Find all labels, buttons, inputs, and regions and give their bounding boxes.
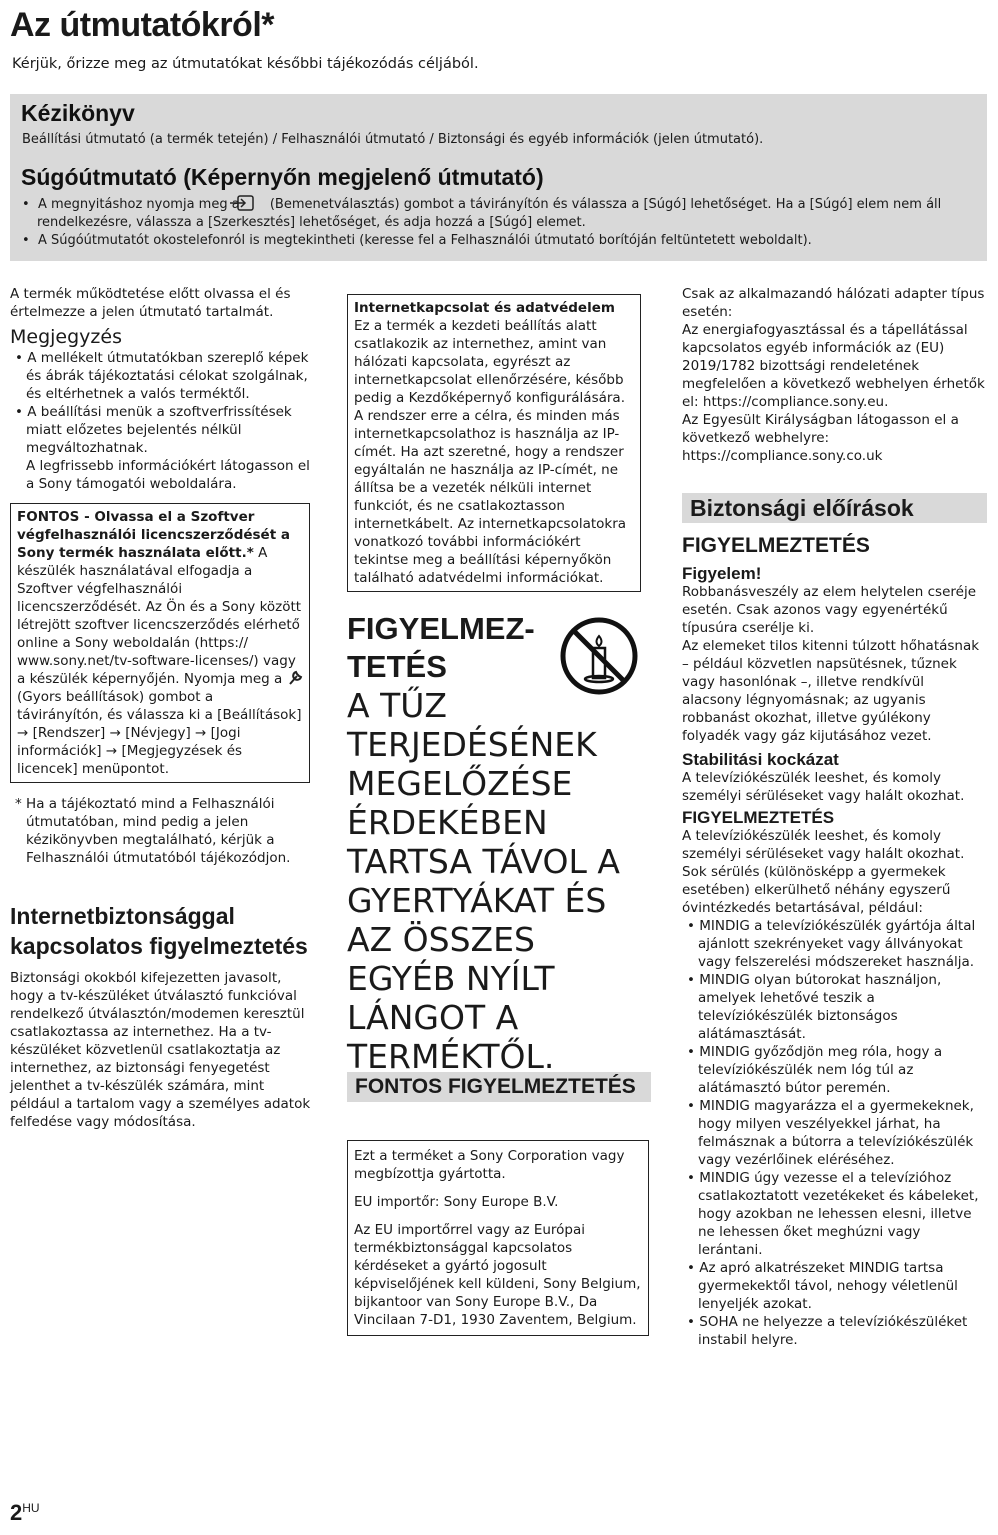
manual-title: Kézikönyv xyxy=(21,100,135,126)
energy-text: Az energiafogyasztással és a tápellátással kapcsolatos egyéb információk az (EU) 2019/1782 bizottsági rendeletének megfelelően a következő webhelyen érhetők el: https://compliance.sony.eu. xyxy=(682,322,985,410)
guides-box xyxy=(10,94,987,261)
maker-text: Ezt a terméket a Sony Corporation vagy megbízottja gyártotta. xyxy=(354,1148,625,1182)
safety-title: Biztonsági előírások xyxy=(682,493,987,523)
privacy-box xyxy=(347,294,641,592)
license-heading: FONTOS - Olvassa el a Szoftver végfelhasználói licencszerződését a Sony termék használata előtt.* xyxy=(17,509,290,561)
list-item: • MINDIG a televíziókészülék gyártója által ajánlott szekrényeket vagy állványokat vagy felszerelési módszereket használja. xyxy=(687,918,976,970)
internet-security-title: Internetbiztonsággal kapcsolatos figyelmeztetés xyxy=(10,903,308,959)
contact-text: Az EU importőrrel vagy az Európai termékbiztonsággal kapcsolatos kérdéseket a gyártó jogosult képviselőjének kell küldeni, Sony Belgium, bijkantoor van Sony Europe B.V., Da Vincilaan 7-D1, 1930 Zaventem, Belgium. xyxy=(354,1222,641,1328)
language-code: HU xyxy=(22,1501,40,1515)
warning-title: FIGYELMEZTETÉS xyxy=(682,534,870,557)
column-left xyxy=(10,285,315,1131)
list-item: • A mellékelt útmutatókban szereplő képek és ábrák tájékoztatási célokat szolgálnak, és eltérhetnek a valós terméktől. xyxy=(15,350,309,402)
quick-settings-icon xyxy=(287,670,303,686)
column-middle xyxy=(347,294,651,1336)
uk-text: Az Egyesült Királyságban látogasson el a következő webhelyre: https://compliance.sony.co.uk xyxy=(682,412,959,464)
license-box: FONTOS - Olvassa el a Szoftver végfelhasználói licencszerződését a Sony termék használata előtt.* A készülék használatával elfogadja a Szoftver végfelhasználói licencszerződését. Az Ön és a Sony között létrejött szoftver licencszerződés elérhető online a Sony weboldalán (https:// www.sony.net/tv-software-licenses/) vagy a készülék képernyőjén. Nyomja meg a (Gyors beállítások) gombot a távirányítón, és válassza ki a [Beállítások] → [Rendszer] → [Névjegy] → [Jogi információk] → [Megjegyzések és licencek] menüpontot. xyxy=(10,503,310,783)
warning2-title: FIGYELMEZTETÉS xyxy=(682,808,835,827)
list-item: • SOHA ne helyezze a televíziókészüléket instabil helyre. xyxy=(687,1314,968,1348)
important-warning-title: FONTOS FIGYELMEZTETÉS xyxy=(347,1072,651,1102)
importer-box xyxy=(347,1140,649,1336)
list-item: • MINDIG magyarázza el a gyermekeknek, hogy milyen veszélyekkel járhat, ha felmásznak a bútorra a televíziókészülék vagy vezérlőinek eléréséhez. xyxy=(687,1098,974,1168)
page-title: Az útmutatókról* xyxy=(10,6,274,44)
adapter-text: Csak az alkalmazandó hálózati adapter típus esetén: xyxy=(682,286,985,320)
column-right xyxy=(682,285,987,1349)
footnote: * Ha a tájékoztató mind a Felhasználói útmutatóban, mind pedig a jelen kézikönyvben megtalálható, kérjük a Felhasználói útmutatóból tájékozódjon. xyxy=(15,796,291,866)
fire-warning xyxy=(347,610,651,1076)
help-guide-title: Súgóútmutató (Képernyőn megjelenő útmutató) xyxy=(21,164,544,190)
read-first-text: A termék működtetése előtt olvassa el és értelmezze a jelen útmutató tartalmát. xyxy=(10,286,291,320)
list-item: • A Súgóútmutatót okostelefonról is megtekintheti (keresse fel a Felhasználói útmutató borítóján feltüntetett weboldalt). xyxy=(22,233,812,248)
list-item: • MINDIG győződjön meg róla, hogy a televíziókészülék nem lóg túl az alátámasztó bútor peremén. xyxy=(687,1044,943,1096)
caution-title: Figyelem! xyxy=(682,564,762,583)
privacy-title: Internetkapcsolat és adatvédelem xyxy=(354,300,615,316)
help-guide-list xyxy=(22,195,972,250)
fire-warning-title: FIGYELMEZ-TETÉS xyxy=(347,611,535,684)
internet-security-text: Biztonsági okokból kifejezetten javasolt, hogy a tv-készüléket útválasztó funkcióval rendelkező útválasztón/modemen keresztül csatlakoztassa az internethez. Ha a tv-készüléket közvetlenül csatlakoztatja az internethez, az biztonsági fenyegetést jelenthet a tv-készülék számára, mint például a tartalom vagy a személyes adatok felfedése vagy módosítása. xyxy=(10,970,311,1130)
fire-warning-text: A TŰZ TERJEDÉSÉNEK MEGELŐZÉSE ÉRDEKÉBEN TARTSA TÁVOL A GYERTYÁKAT ÉS AZ ÖSSZES EGYÉB NYÍLT LÁNGOT A TERMÉKTŐL. xyxy=(347,686,620,1076)
safety-list xyxy=(682,917,987,1349)
stability-text: A televíziókészülék leeshet, és komoly személyi sérüléseket vagy halált okozhat. xyxy=(682,770,965,804)
note-title: Megjegyzés xyxy=(10,326,122,348)
caution-text-2: Az elemeket tilos kitenni túlzott hőhatásnak – például közvetlen napsütésnek, tűznek vagy hasonlónak –, illetve rendkívül alacsony légnyomásnak; az ugyanis robbanást okozhat, illetve gyúlékony folyadék vagy gáz kijutásához vezet. xyxy=(682,638,980,744)
caution-text-1: Robbanásveszély az elem helytelen cseréje esetén. Csak azonos vagy egyenértékű típusúra cserélje ki. xyxy=(682,584,976,636)
list-item: • MINDIG olyan bútorokat használjon, amelyek lehetővé teszik a televíziókészülék biztonságos alátámasztását. xyxy=(687,972,942,1042)
manual-text: Beállítási útmutató (a termék tetején) / Felhasználói útmutató / Biztonsági és egyéb információk (jelen útmutató). xyxy=(22,132,764,147)
intro-text: Kérjük, őrizze meg az útmutatókat későbbi tájékozódás céljából. xyxy=(12,56,479,72)
stability-title: Stabilitási kockázat xyxy=(682,750,839,769)
list-item: • A megnyitáshoz nyomja meg a (Bemenetválasztás) gombot a távirányítón és válassza a [Súgó] lehetőséget. Ha a [Súgó] elem nem áll rendelkezésre, válassza a [Szerkesztés] lehetőséget, és adja hozzá a [Súgó] elemet. xyxy=(22,197,942,230)
page-number: $2^{HU}$ xyxy=(10,1500,40,1525)
privacy-text: Ez a termék a kezdeti beállítás alatt csatlakozik az internethez, amint van hálózati kapcsolata, egyrészt az internetkapcsolat ellenőrzésére, később pedig a Kezdőképernyő konfigurálására. A rendszer erre a célra, és minden más internetkapcsolathoz is használja az IP-címét. Ha azt szeretné, hogy a rendszer egyáltalán ne használja az IP-címét, ne állítsa be a vezeték nélküli internet funkciót, és ne csatlakoztasson internetkábelt. Az internetkapcsolatokra vonatkozó további információkért tekintse meg a beállítási képernyőkön található adatvédelmi információkat. xyxy=(354,318,627,586)
importer-text: EU importőr: Sony Europe B.V. xyxy=(354,1194,559,1210)
warning2-text: A televíziókészülék leeshet, és komoly személyi sérüléseket vagy halált okozhat. Sok sérülés (különösképp a gyermekek esetében) elkerülhető néhány egyszerű óvintézkedés betartásával, például: xyxy=(682,828,965,916)
note-list xyxy=(10,349,315,493)
list-item: • Az apró alkatrészeket MINDIG tartsa gyermekektől távol, nehogy véletlenül lenyeljék azokat. xyxy=(687,1260,958,1312)
input-select-icon xyxy=(244,195,270,211)
list-item: • A beállítási menük a szoftverfrissítések miatt előzetes bejelentés nélkül megváltozhatnak. A legfrissebb információkért látogasson el a Sony támogatói weboldalára. xyxy=(15,404,310,492)
list-item: • MINDIG úgy vezesse el a televízióhoz csatlakoztatott vezetékeket és kábeleket, hogy azokban ne lehessen elesni, illetve ne lehessen őket meghúzni vagy lerántani. xyxy=(687,1170,979,1258)
